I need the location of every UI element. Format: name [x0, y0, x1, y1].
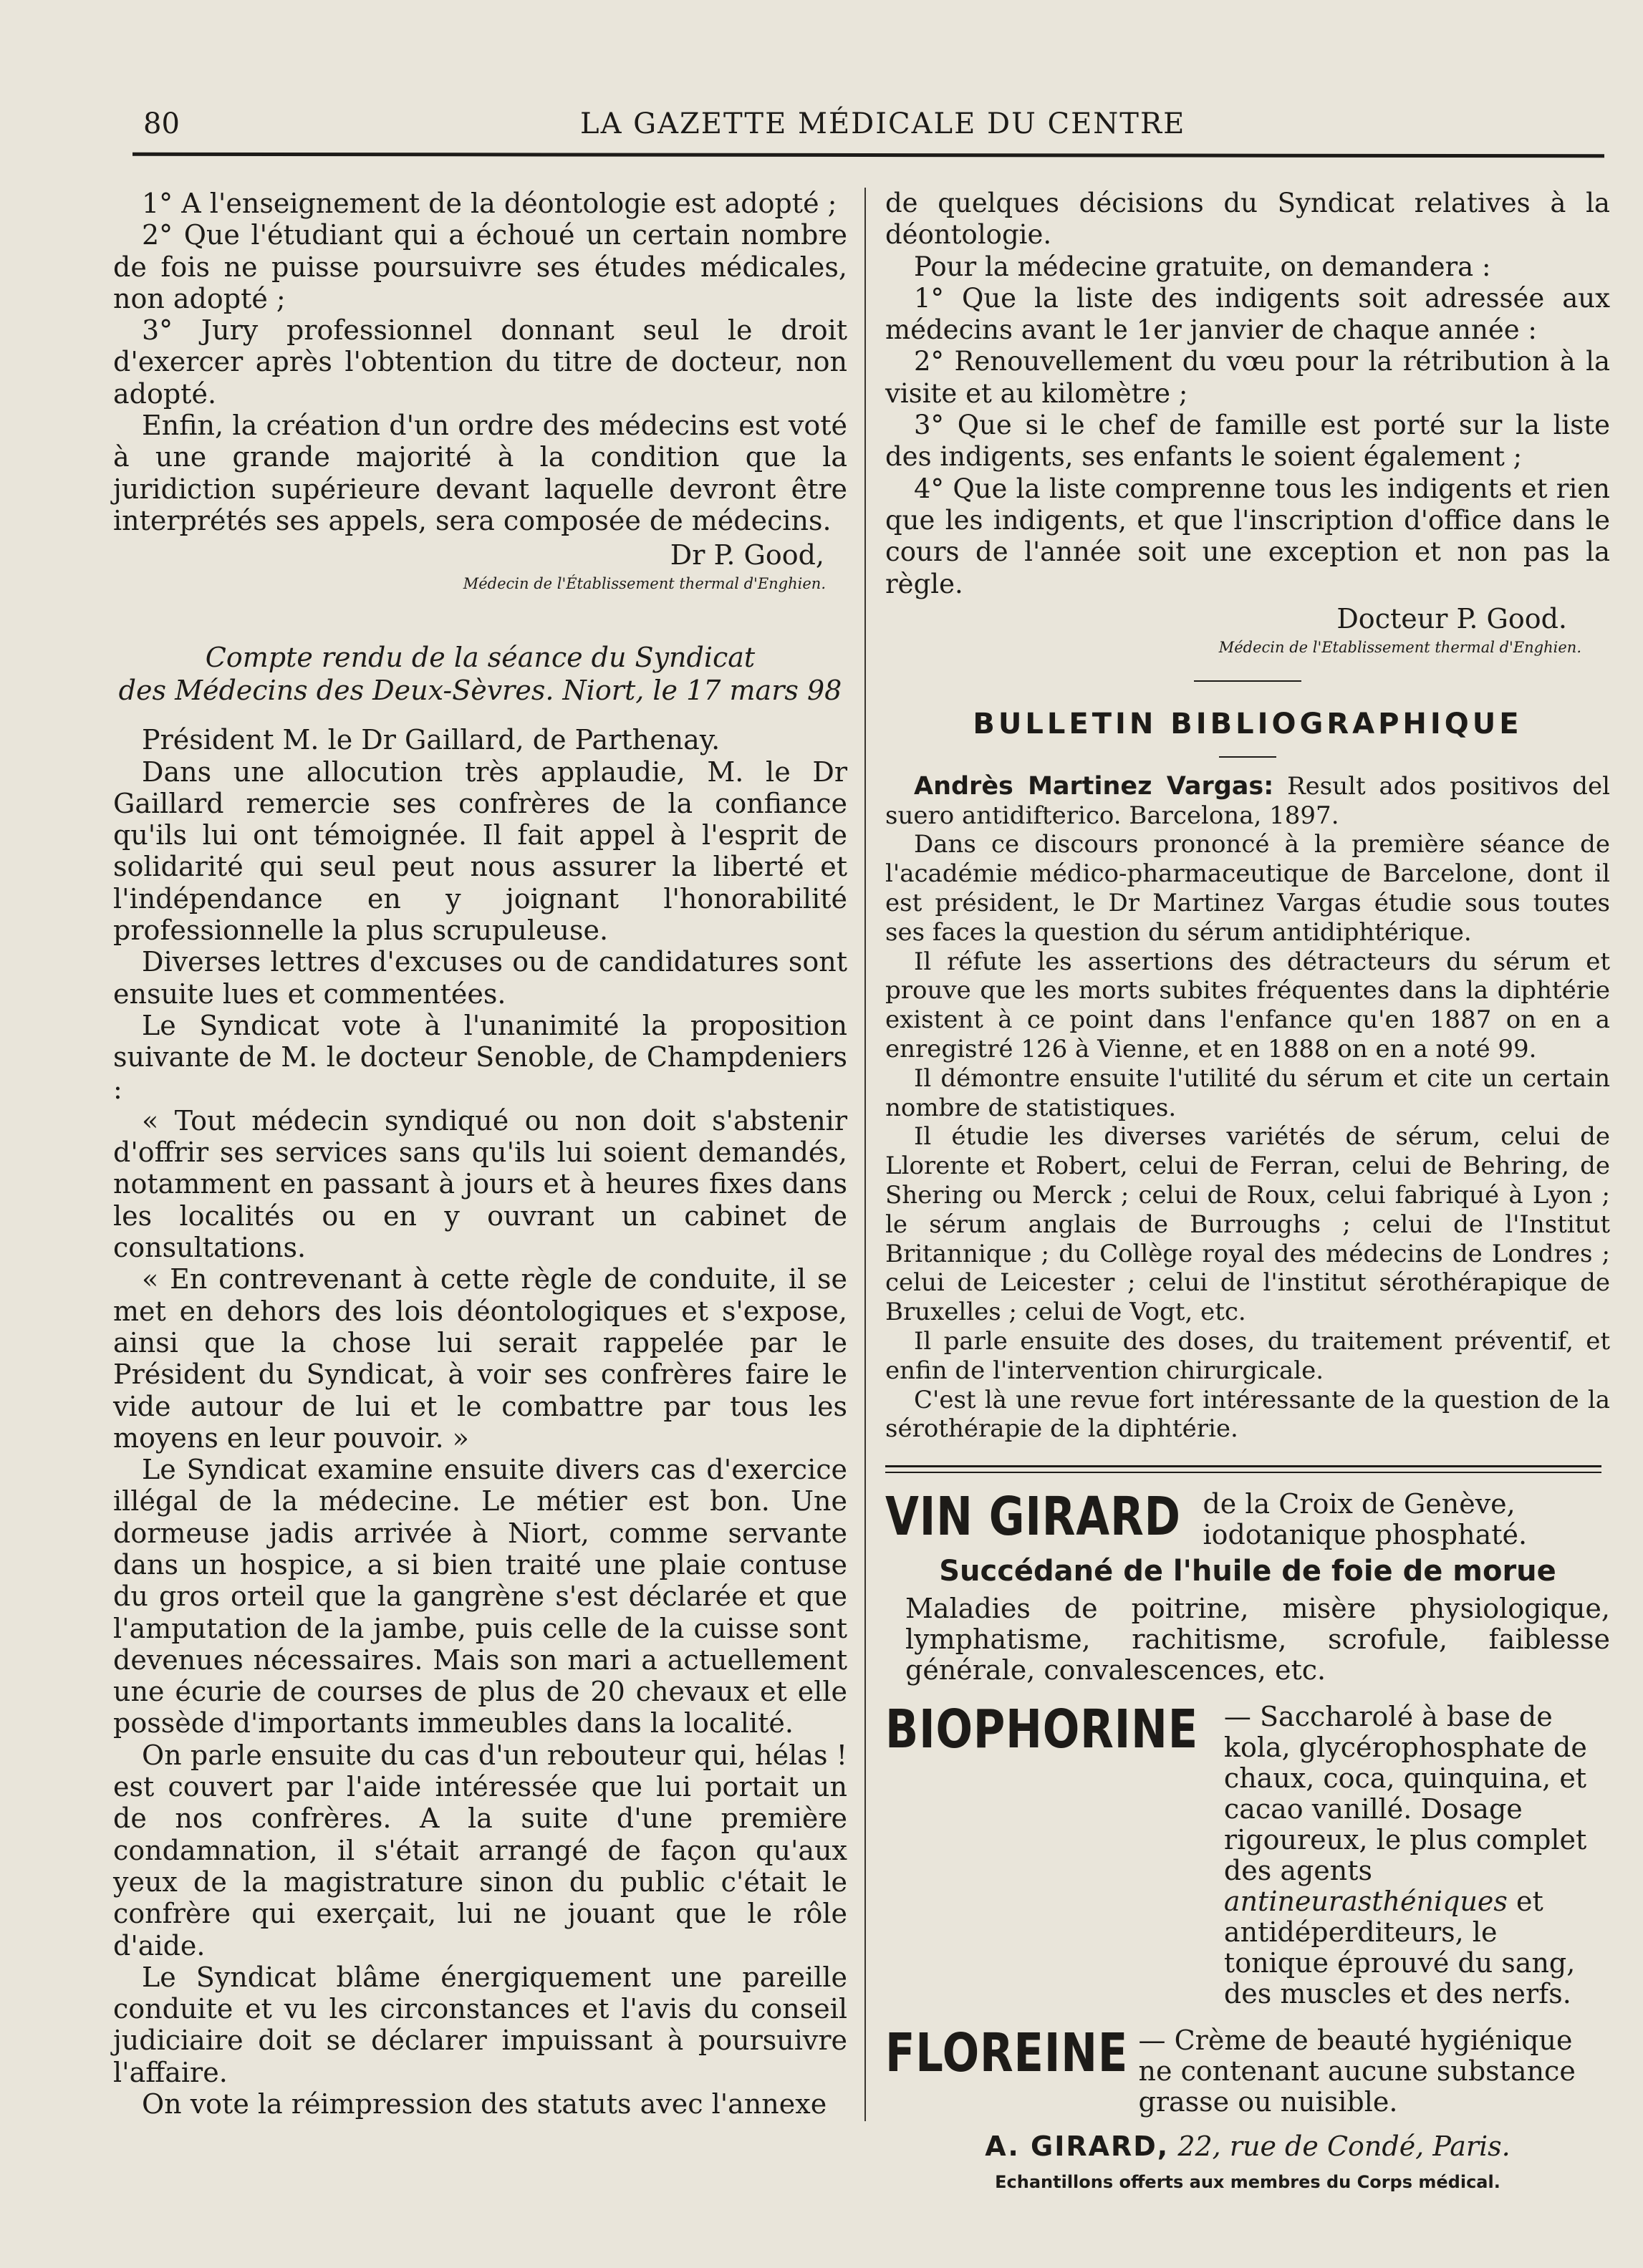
column-divider [864, 188, 866, 2121]
biophorine-italic: antineurasthéniques [1223, 1886, 1508, 1918]
header-rule [132, 153, 1604, 158]
report-heading-line-2: des Médecins des Deux-Sèvres. Niort, le 17 mars 98 [118, 675, 842, 707]
biophorine-text: — Saccharolé à base de kola, glycérophosphate de chaux, coca, quinquina, et cacao vanillé. Dosage rigoureux, le plus complet des agents [1223, 1701, 1587, 1887]
bulletin-title: BULLETIN BIBLIOGRAPHIQUE [973, 707, 1523, 740]
section-rule [1194, 680, 1301, 682]
bibliography-author: Andrès Martinez Vargas: [914, 771, 1274, 801]
spacer [113, 707, 847, 724]
floreine-description: — Crème de beauté hygiénique ne contenant aucune substance grasse ou nuisible. [1138, 2025, 1576, 2118]
signature: Docteur P. Good. [1336, 602, 1567, 634]
bibliography-title: Result ados positivos del suero antidifterico. Barcelona, 1897. [885, 771, 1610, 830]
biophorine-brand: BIOPHORINE [885, 1699, 1198, 1761]
paragraph: 1° A l'enseignement de la déontologie est adopté ; [142, 188, 837, 219]
biophorine-description [1224, 1699, 1610, 2009]
paragraph: Il réfute les assertions des détracteurs du sérum et prouve que les morts subites fréquentes dans la diphtérie existent à ce point dans l'enfance qu'en 1887 on en a enregistré 126 à Vienne, et en 1888 on en a noté 99. [885, 947, 1610, 1064]
paragraph: Pour la médecine gratuite, on demandera : [914, 251, 1491, 282]
paragraph: Dans ce discours prononcé à la première séance de l'académie médico-pharmaceutique de Barcelone, dont il est président, le Dr Martinez Vargas étudie sous toutes ses faces la question du sérum antidiphtérique. [885, 830, 1610, 947]
advertiser-street: 22, rue de Condé, Paris. [1169, 2131, 1510, 2163]
paragraph: Le Syndicat vote à l'unanimité la proposition suivante de M. le docteur Senoble, de Champdeniers : [113, 1009, 847, 1105]
bibliography-review [885, 772, 1610, 1444]
vin-girard-ad [885, 1486, 1610, 1550]
paragraph: Dans une allocution très applaudie, M. le Dr Gaillard remercie ses confrères de la confiance qu'ils lui ont témoignée. Il fait appel à l'esprit de solidarité qui seul peut nous assurer la liberté et l'indépendance en y joignant l'honorabilité professionnelle la plus scrupuleuse. [113, 756, 847, 947]
paragraph: On vote la réimpression des statuts avec l'annexe [142, 2088, 827, 2120]
right-column [885, 188, 1610, 2192]
paragraph: Enfin, la création d'un ordre des médecins est voté à une grande majorité à la condition que la juridiction supérieure devant laquelle devront être interprétés ses appels, sera composée de médecins. [113, 410, 847, 536]
advertisement-section [885, 1465, 1610, 2192]
paragraph: 1° Que la liste des indigents soit adressée aux médecins avant le 1er janvier de chaque année : [885, 282, 1610, 346]
paragraph: On parle ensuite du cas d'un rebouteur qui, hélas ! est couvert par l'aide intéressée que lui portait un de nos confrères. A la suite d'une première condamnation, il s'était arrangé de façon qu'aux yeux de la magistrature sinon du public c'était le confrère qui exerçait, lui ne jouant que le rôle d'aide. [113, 1739, 847, 1961]
bibliography-reference [885, 772, 1610, 831]
paragraph: Il parle ensuite des doses, du traitement préventif, et enfin de l'intervention chirurgicale. [885, 1327, 1610, 1385]
vin-girard-subtitle: Succédané de l'huile de foie de morue [939, 1555, 1556, 1588]
report-heading [113, 641, 847, 707]
paragraph: de quelques décisions du Syndicat relatives à la déontologie. [885, 188, 1610, 251]
vin-girard-body: Maladies de poitrine, misère physiologique, lymphatisme, rachitisme, scrofule, faiblesse générale, convalescences, etc. [905, 1593, 1610, 1686]
section-rule [1219, 756, 1276, 758]
vin-girard-brand: VIN GIRARD [885, 1486, 1181, 1548]
paragraph: 4° Que la liste comprenne tous les indigents et rien que les indigents, et que l'inscription d'office dans le cours de l'année soit une exception et non pas la règle. [885, 473, 1610, 599]
president-line: Président M. le Dr Gaillard, de Parthenay. [142, 724, 721, 756]
paragraph: Diverses lettres d'excuses ou de candidatures sont ensuite lues et commentées. [113, 946, 847, 1010]
paragraph: 2° Que l'étudiant qui a échoué un certain nombre de fois ne puisse poursuivre ses études médicales, non adopté ; [113, 219, 847, 314]
left-column [113, 188, 847, 2120]
signature-title: Médecin de l'Établissement thermal d'Enghien. [463, 575, 826, 593]
signature-title: Médecin de l'Etablissement thermal d'Enghien. [1218, 638, 1581, 656]
advertiser-name: A. GIRARD, [985, 2131, 1170, 2163]
ad-rule [885, 1465, 1601, 1473]
paragraph: Le Syndicat examine ensuite divers cas d'exercice illégal de la médecine. Le métier est bon. Une dormeuse jadis arrivée à Niort, comme servante dans un hospice, a si bien traité une plaie contuse du gros orteil que la gangrène s'est déclarée et que l'amputation de la jambe, puis celle de la cuisse sont devenues nécessaires. Mais son mari a actuellement une écurie de courses de plus de 20 chevaux et elle possède d'importants immeubles dans la localité. [113, 1454, 847, 1739]
page-number: 80 [143, 107, 180, 140]
journal-title: LA GAZETTE MÉDICALE DU CENTRE [580, 107, 1186, 140]
paragraph: Le Syndicat blâme énergiquement une pareille conduite et vu les circonstances et l'avis du conseil judiciaire doit se déclarer impuissant à poursuivre l'affaire. [113, 1961, 847, 2088]
biophorine-text-end: et antidéperditeurs, le tonique éprouvé du sang, des muscles et des nerfs. [1223, 1886, 1576, 2010]
quotation: « En contrevenant à cette règle de conduite, il se met en dehors des lois déontologiques et s'expose, ainsi que la chose lui serait rappelée par le Président du Syndicat, à voir ses confrères faire le vide autour de lui et le combattre par tous les moyens en leur pouvoir. » [113, 1263, 847, 1454]
quotation: « Tout médecin syndiqué ou non doit s'abstenir d'offrir ses services sans qu'ils lui soient demandés, notamment en passant à jours et à heures fixes dans les localités ou en y ouvrant un cabinet de consultations. [113, 1104, 847, 1264]
page-header [143, 107, 1611, 150]
paragraph: 3° Que si le chef de famille est porté sur la liste des indigents, ses enfants le soient également ; [885, 410, 1610, 473]
signature: Dr P. Good, [670, 539, 824, 571]
paragraph: 3° Jury professionnel donnant seul le droit d'exercer après l'obtention du titre de docteur, non adopté. [113, 314, 847, 410]
biophorine-ad [885, 1699, 1610, 2009]
advertiser-address [885, 2131, 1610, 2162]
paragraph: Il étudie les diverses variétés de sérum, celui de Llorente et Robert, celui de Ferran, celui de Behring, de Shering ou Merck ; celui de Roux, celui fabriqué à Lyon ; le sérum anglais de Burroughs ; celui de l'Institut Britannique ; du Collège royal des médecins de Londres ; celui de Leicester ; celui de l'institut sérothérapique de Bruxelles ; celui de Vogt, etc. [885, 1122, 1610, 1327]
vin-girard-description: de la Croix de Genève, iodotanique phosphaté. [1203, 1488, 1528, 1551]
floreine-ad [885, 2022, 1610, 2118]
report-heading-line-1: Compte rendu de la séance du Syndicat [205, 642, 756, 674]
paragraph: 2° Renouvellement du vœu pour la rétribution à la visite et au kilomètre ; [885, 346, 1610, 409]
paragraph: Il démontre ensuite l'utilité du sérum et cite un certain nombre de statistiques. [885, 1063, 1610, 1122]
floreine-brand: FLOREINE [885, 2022, 1129, 2085]
paragraph: C'est là une revue fort intéressante de la question de la sérothérapie de la diphtérie. [885, 1385, 1610, 1444]
samples-note: Echantillons offerts aux membres du Corps médical. [995, 2172, 1500, 2193]
